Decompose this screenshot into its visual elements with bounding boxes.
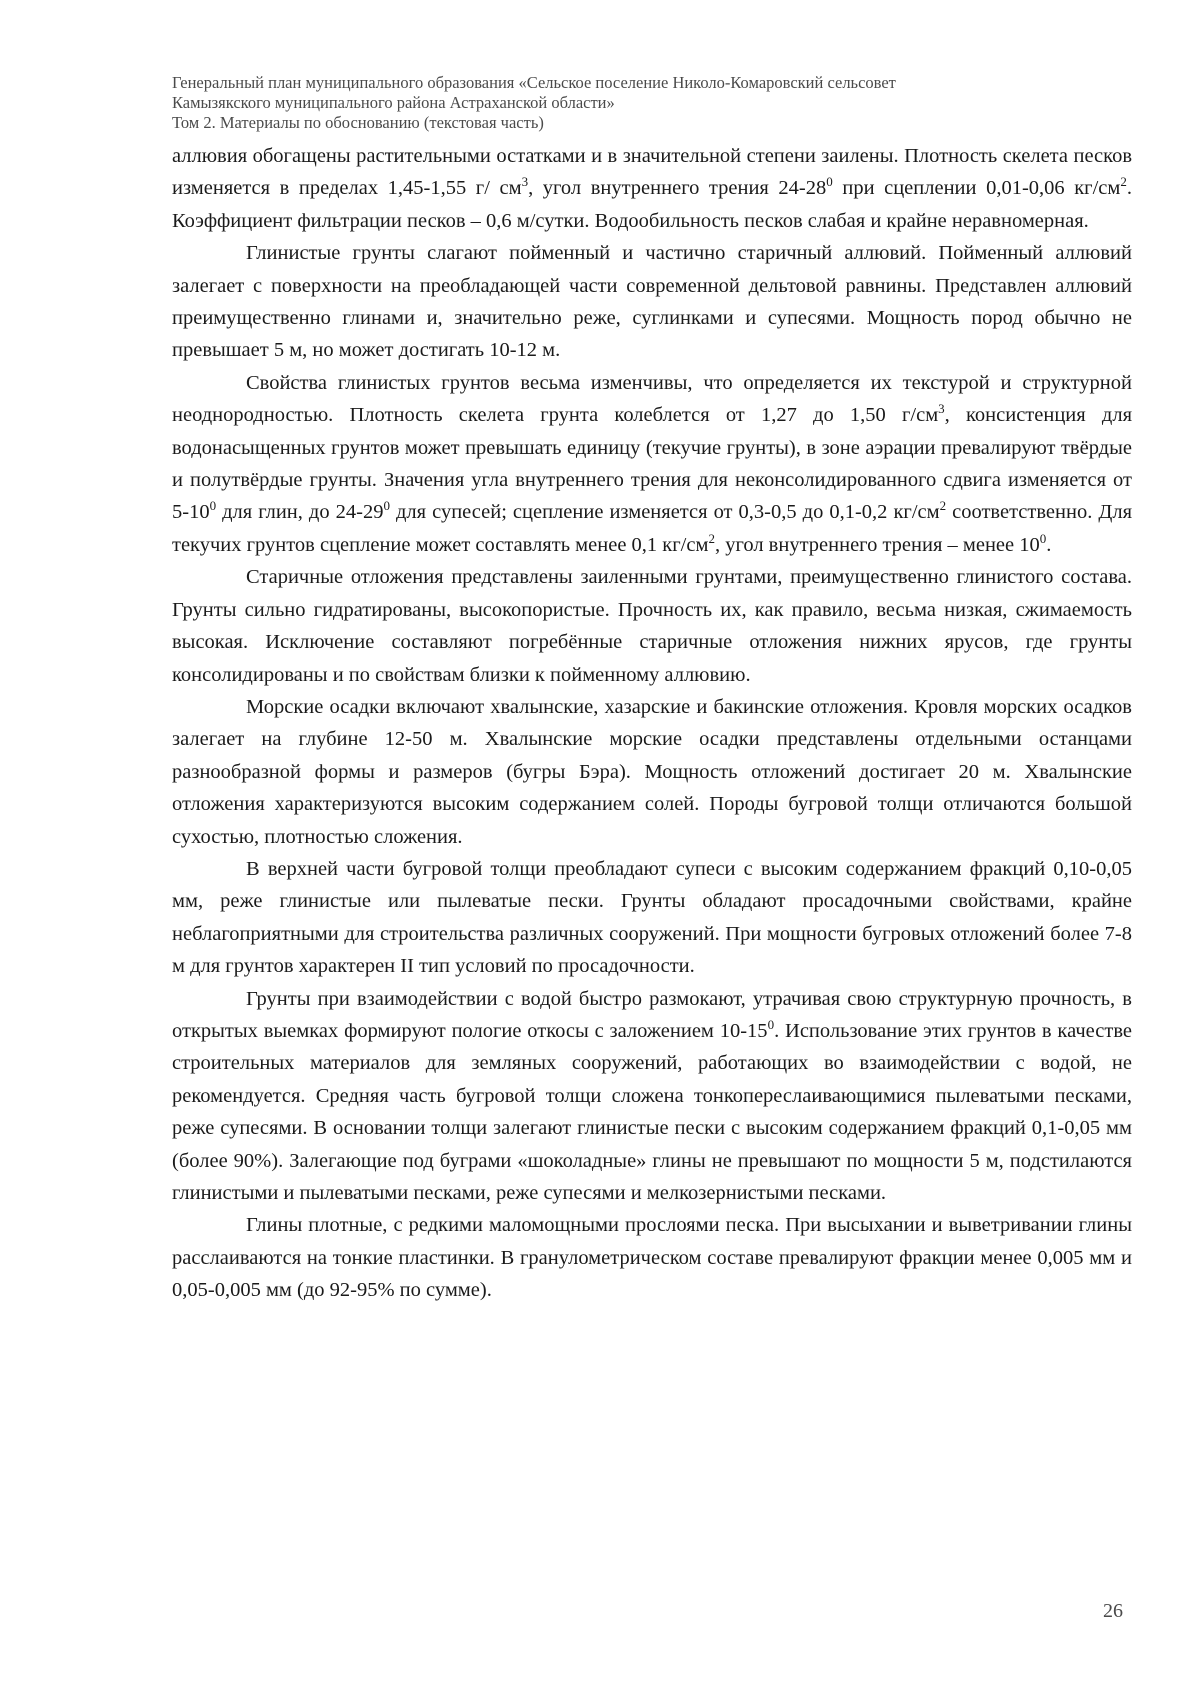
superscript: 0 [383,498,390,514]
superscript: 0 [767,1017,775,1033]
header-line-volume: Том 2. Материалы по обоснованию (текстовая часть) [172,113,544,132]
text-run: при сцеплении 0,01-0,06 кг/см [832,177,1121,200]
superscript: 0 [826,174,833,190]
paragraph-sand-properties [172,140,1132,237]
paragraph-soil-water-interaction [172,983,1132,1210]
paragraph-clay-properties [172,367,1132,561]
header-line-district: Камызякского муниципального района Астраханской области» [172,93,615,112]
text-run: Грунты при взаимодействии с водой быстро размокают, утрачивая свою структурную прочность, в открытых выемках формируют пологие откосы с заложением 10-15 [172,987,1132,1042]
text-run: . Использование этих грунтов в качестве строительных материалов для земляных сооружений, работающих во взаимодействии с водой, не рекомендуется. Средняя часть бугровой толщи сложена тонкопереслаивающимися пылеватыми песками, реже супесями. В основании толщи залегают глинистые пески с высоким содержанием фракций 0,1-0,05 мм (более 90%). Залегающие под буграми «шоколадные» глины не превышают по мощности 5 м, подстилаются глинистыми и пылеватыми песками, реже супесями и мелкозернистыми песками. [172,1019,1132,1204]
text-run: для глин, до 24-29 [216,501,384,524]
header-line-plan-title: Генеральный план муниципального образования «Сельское поселение Николо-Комаровский сельсовет [172,73,896,92]
paragraph-marine-sediments: Морские осадки включают хвалынские, хазарские и бакинские отложения. Кровля морских осадков залегает на глубине 12-50 м. Хвалынские морские осадки представлены отдельными останцами разнообразной формы и размеров (бугры Бэра). Мощность отложений достигает 20 м. Хвалынские отложения характеризуются высоким содержанием солей. Породы бугровой толщи отличаются большой сухостью, плотностью сложения. [172,695,1132,848]
text-run: . [1046,533,1052,556]
paragraph-mound-upper-part: В верхней части бугровой толщи преобладают супеси с высоким содержанием фракций 0,10-0,05 мм, реже глинистые или пылеватые пески. Грунты обладают просадочными свойствами, крайне неблагоприятными для строительства различных сооружений. При мощности бугровых отложений более 7-8 м для грунтов характерен II тип условий по просадочности. [172,857,1132,978]
text-run: . Коэффициент фильтрации песков – 0,6 м/сутки. Водообильность песков слабая и крайне неравномерная. [172,177,1132,232]
superscript: 2 [939,498,947,514]
text-run: , угол внутреннего трения 24-28 [528,177,827,200]
superscript: 2 [1120,174,1127,190]
superscript: 3 [521,174,529,190]
superscript: 3 [938,401,945,417]
text-run: соответственно. Для текучих грунтов сцепление может составлять менее 0,1 кг/см [172,501,1132,556]
paragraph-oxbow-deposits: Старичные отложения представлены заиленными грунтами, преимущественно глинистого состава. Грунты сильно гидратированы, высокопористые. Прочность их, как правило, весьма низкая, сжимаемость высокая. Исключение составляют погребённые старичные отложения нижних ярусов, где грунты консолидированы и по свойствам близки к пойменному аллювию. [172,566,1132,686]
superscript: 0 [209,498,217,514]
superscript: 0 [1039,531,1047,547]
paragraph-clay-soils: Глинистые грунты слагают пойменный и частично старичный аллювий. Пойменный аллювий залегает с поверхности на преобладающей части современной дельтовой равнины. Представлен аллювий преимущественно глинами и, значительно реже, суглинками и супесями. Мощность пород обычно не превышает 5 м, но может достигать 10-12 м. [172,242,1132,362]
text-run: аллювия обогащены растительными остатками и в значительной степени заилены. Плотность скелета песков изменяется в пределах 1,45-1,55 г/ см [172,145,1132,200]
running-header [172,73,1132,133]
main-text [172,140,1132,1307]
superscript: 2 [708,531,715,547]
text-run: , консистенция для водонасыщенных грунтов может превышать единицу (текучие грунты), в зоне аэрации превалируют твёрдые и полутвёрдые грунты. Значения угла внутреннего трения для неконсолидированного сдвига изменяется от 5-10 [172,404,1132,524]
text-run: Свойства глинистых грунтов весьма изменчивы, что определяется их текстурой и структурной неоднородностью. Плотность скелета грунта колеблется от 1,27 до 1,50 г/см [172,371,1132,427]
paragraph-dense-clays: Глины плотные, с редкими маломощными прослоями песка. При высыхании и выветривании глины расслаиваются на тонкие пластинки. В гранулометрическом составе превалируют фракции менее 0,005 мм и 0,05-0,005 мм (до 92-95% по сумме). [172,1214,1132,1302]
text-run: , угол внутреннего трения – менее 10 [714,533,1040,556]
text-run: для супесей; сцепление изменяется от 0,3-0,5 до 0,1-0,2 кг/см [389,501,940,524]
page-number: 26 [1103,1600,1123,1622]
